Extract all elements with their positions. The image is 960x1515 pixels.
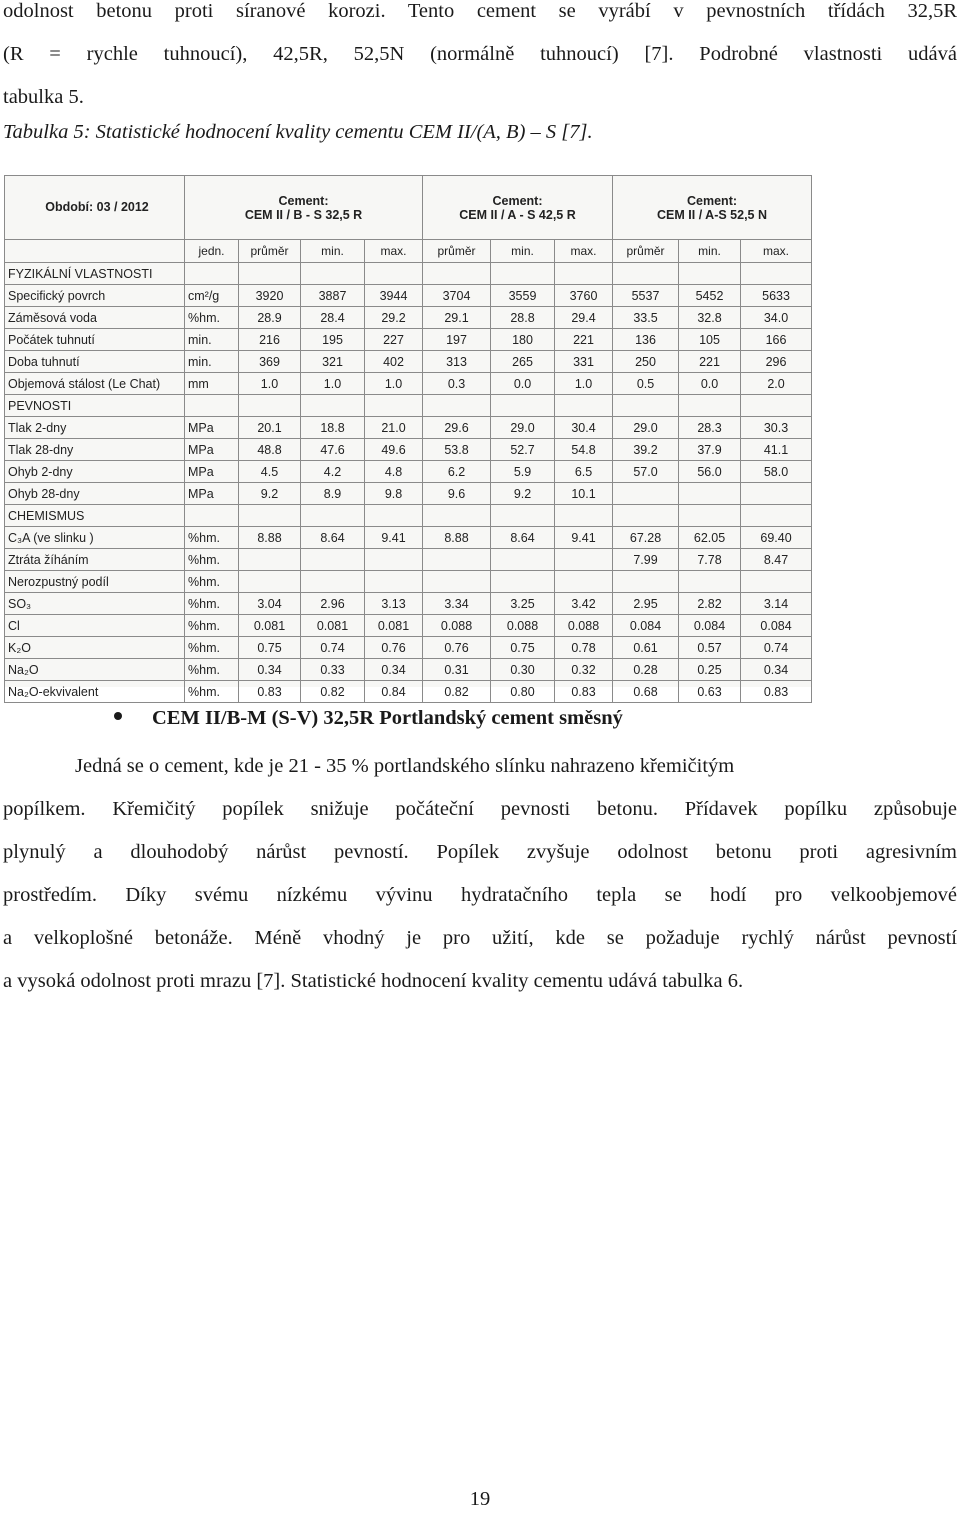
unit-cell: %hm. (185, 549, 239, 571)
unit-cell: %hm. (185, 307, 239, 329)
row-label: Ohyb 28-dny (5, 483, 185, 505)
value-cell: 0.83 (741, 681, 812, 703)
value-cell: 3.42 (555, 593, 613, 615)
unit-cell: %hm. (185, 637, 239, 659)
value-cell (741, 571, 812, 593)
empty-cell (741, 505, 812, 527)
value-cell: 313 (423, 351, 491, 373)
table-row (5, 307, 812, 329)
value-cell (301, 571, 365, 593)
value-cell: 67.28 (613, 527, 679, 549)
value-cell: 28.3 (679, 417, 741, 439)
value-cell (555, 571, 613, 593)
value-cell: 227 (365, 329, 423, 351)
empty-cell (423, 395, 491, 417)
row-label: Ztráta žíháním (5, 549, 185, 571)
value-cell: 0.68 (613, 681, 679, 703)
value-cell: 0.088 (423, 615, 491, 637)
value-cell (239, 549, 301, 571)
table-row (5, 351, 812, 373)
value-cell: 1.0 (555, 373, 613, 395)
cement-header-3 (613, 176, 812, 240)
section-heading: CEM II/B-M (S-V) 32,5R Portlandský cement směsný (152, 707, 623, 729)
value-cell: 54.8 (555, 439, 613, 461)
value-cell: 8.9 (301, 483, 365, 505)
value-cell: 0.57 (679, 637, 741, 659)
body-line: popílkem. Křemičitý popílek snižuje počáteční pevnosti betonu. Přídavek popílku způsobuje (3, 798, 957, 820)
value-cell: 48.8 (239, 439, 301, 461)
unit-cell: min. (185, 351, 239, 373)
value-cell: 1.0 (365, 373, 423, 395)
stat-header: průměr (423, 240, 491, 263)
value-cell: 21.0 (365, 417, 423, 439)
intro-line: odolnost betonu proti síranové korozi. Tento cement se vyrábí v pevnostních třídách 32,5R (3, 0, 957, 22)
value-cell: 0.32 (555, 659, 613, 681)
value-cell: 0.83 (239, 681, 301, 703)
row-label: Tlak 28-dny (5, 439, 185, 461)
value-cell: 9.8 (365, 483, 423, 505)
empty-cell (301, 263, 365, 285)
value-cell: 0.081 (365, 615, 423, 637)
value-cell: 37.9 (679, 439, 741, 461)
body-line: plynulý a dlouhodobý nárůst pevností. Popílek zvyšuje odolnost betonu proti agresivním (3, 841, 957, 863)
value-cell: 0.74 (741, 637, 812, 659)
table-caption: Tabulka 5: Statistické hodnocení kvality cementu CEM II/(A, B) – S [7]. (3, 121, 593, 143)
value-cell: 0.76 (365, 637, 423, 659)
value-cell: 0.0 (491, 373, 555, 395)
value-cell: 8.88 (423, 527, 491, 549)
empty-cell (423, 263, 491, 285)
unit-cell: MPa (185, 461, 239, 483)
value-cell: 331 (555, 351, 613, 373)
unit-cell: MPa (185, 417, 239, 439)
value-cell: 0.63 (679, 681, 741, 703)
unit-cell: %hm. (185, 615, 239, 637)
value-cell: 296 (741, 351, 812, 373)
value-cell: 3.25 (491, 593, 555, 615)
value-cell (491, 571, 555, 593)
unit-cell: MPa (185, 483, 239, 505)
value-cell: 1.0 (301, 373, 365, 395)
value-cell: 3760 (555, 285, 613, 307)
value-cell: 3920 (239, 285, 301, 307)
table-row (5, 527, 812, 549)
empty-cell (365, 263, 423, 285)
value-cell: 3559 (491, 285, 555, 307)
value-cell: 0.31 (423, 659, 491, 681)
value-cell: 0.0 (679, 373, 741, 395)
cement-name: CEM II / A - S 42,5 R (459, 207, 576, 222)
value-cell: 0.61 (613, 637, 679, 659)
value-cell: 3944 (365, 285, 423, 307)
value-cell: 9.41 (365, 527, 423, 549)
value-cell: 8.88 (239, 527, 301, 549)
value-cell: 0.3 (423, 373, 491, 395)
value-cell: 0.28 (613, 659, 679, 681)
value-cell: 1.0 (239, 373, 301, 395)
stat-header: min. (301, 240, 365, 263)
value-cell: 0.33 (301, 659, 365, 681)
value-cell: 5537 (613, 285, 679, 307)
empty-cell (365, 505, 423, 527)
unit-cell: %hm. (185, 527, 239, 549)
value-cell: 8.64 (301, 527, 365, 549)
empty-cell (555, 505, 613, 527)
empty-cell (301, 395, 365, 417)
empty-cell (491, 263, 555, 285)
cement-word: Cement: (492, 193, 543, 208)
value-cell (423, 549, 491, 571)
value-cell: 30.3 (741, 417, 812, 439)
value-cell: 2.96 (301, 593, 365, 615)
value-cell: 0.80 (491, 681, 555, 703)
value-cell: 0.76 (423, 637, 491, 659)
value-cell: 7.78 (679, 549, 741, 571)
value-cell: 29.4 (555, 307, 613, 329)
value-cell: 5633 (741, 285, 812, 307)
unit-cell: MPa (185, 439, 239, 461)
body-line: Jedná se o cement, kde je 21 - 35 % portlandského slínku nahrazeno křemičitým (75, 755, 735, 777)
value-cell: 18.8 (301, 417, 365, 439)
body-line: a velkoplošné betonáže. Méně vhodný je pro užití, kde se požaduje rychlý nárůst pevností (3, 927, 957, 949)
table-row (5, 285, 812, 307)
value-cell: 4.8 (365, 461, 423, 483)
empty-cell (613, 263, 679, 285)
cement-header-1 (185, 176, 423, 240)
value-cell: 9.6 (423, 483, 491, 505)
table-section-row (5, 395, 812, 417)
table-row (5, 681, 812, 703)
empty-cell (185, 263, 239, 285)
empty-cell (239, 395, 301, 417)
row-label: Na₂O-ekvivalent (5, 681, 185, 703)
value-cell: 8.47 (741, 549, 812, 571)
value-cell: 52.7 (491, 439, 555, 461)
empty-cell (423, 505, 491, 527)
value-cell: 9.2 (239, 483, 301, 505)
value-cell: 2.0 (741, 373, 812, 395)
unit-cell: %hm. (185, 571, 239, 593)
value-cell: 0.081 (301, 615, 365, 637)
value-cell: 29.0 (613, 417, 679, 439)
value-cell: 4.5 (239, 461, 301, 483)
empty-cell (679, 505, 741, 527)
value-cell (613, 571, 679, 593)
value-cell: 5452 (679, 285, 741, 307)
empty-cell (741, 395, 812, 417)
bullet-icon (114, 712, 122, 720)
body-paragraph (3, 745, 957, 1003)
value-cell: 3887 (301, 285, 365, 307)
unit-cell: cm²/g (185, 285, 239, 307)
value-cell (679, 571, 741, 593)
empty-cell (365, 395, 423, 417)
stat-header: průměr (239, 240, 301, 263)
table-row (5, 549, 812, 571)
value-cell: 29.0 (491, 417, 555, 439)
stat-header: max. (555, 240, 613, 263)
empty-cell (679, 263, 741, 285)
stat-header: průměr (613, 240, 679, 263)
stat-header: max. (741, 240, 812, 263)
table-section-row (5, 263, 812, 285)
value-cell: 29.6 (423, 417, 491, 439)
table-row (5, 615, 812, 637)
value-cell: 180 (491, 329, 555, 351)
table-row (5, 483, 812, 505)
value-cell: 29.1 (423, 307, 491, 329)
section-label: CHEMISMUS (5, 505, 185, 527)
empty-cell (239, 505, 301, 527)
value-cell: 28.9 (239, 307, 301, 329)
value-cell: 0.088 (555, 615, 613, 637)
value-cell: 9.41 (555, 527, 613, 549)
table-row (5, 439, 812, 461)
value-cell: 58.0 (741, 461, 812, 483)
empty-cell (613, 505, 679, 527)
value-cell: 3704 (423, 285, 491, 307)
value-cell: 3.13 (365, 593, 423, 615)
intro-line: tabulka 5. (3, 86, 84, 108)
value-cell: 69.40 (741, 527, 812, 549)
row-label: Specifický povrch (5, 285, 185, 307)
value-cell (741, 483, 812, 505)
row-label: Záměsová voda (5, 307, 185, 329)
stat-header: min. (491, 240, 555, 263)
value-cell: 0.75 (239, 637, 301, 659)
cement-word: Cement: (278, 193, 329, 208)
value-cell: 28.8 (491, 307, 555, 329)
value-cell: 28.4 (301, 307, 365, 329)
cement-name: CEM II / B - S 32,5 R (244, 207, 363, 222)
cement-header-2 (423, 176, 613, 240)
unit-cell: %hm. (185, 659, 239, 681)
value-cell: 166 (741, 329, 812, 351)
unit-cell: min. (185, 329, 239, 351)
value-cell: 32.8 (679, 307, 741, 329)
value-cell: 39.2 (613, 439, 679, 461)
body-line: prostředím. Díky svému nízkému vývinu hydratačního tepla se hodí pro velkoobjemové (3, 884, 957, 906)
value-cell: 4.2 (301, 461, 365, 483)
value-cell: 0.83 (555, 681, 613, 703)
value-cell (491, 549, 555, 571)
unit-cell: %hm. (185, 593, 239, 615)
empty-cell (301, 505, 365, 527)
empty-cell (741, 263, 812, 285)
section-label: FYZIKÁLNÍ VLASTNOSTI (5, 263, 185, 285)
value-cell: 369 (239, 351, 301, 373)
value-cell: 221 (679, 351, 741, 373)
row-label: SO₃ (5, 593, 185, 615)
row-label: K₂O (5, 637, 185, 659)
value-cell: 34.0 (741, 307, 812, 329)
value-cell: 10.1 (555, 483, 613, 505)
value-cell: 7.99 (613, 549, 679, 571)
value-cell: 0.82 (301, 681, 365, 703)
empty-cell (185, 395, 239, 417)
value-cell: 20.1 (239, 417, 301, 439)
value-cell: 216 (239, 329, 301, 351)
row-label: Na₂O (5, 659, 185, 681)
value-cell: 30.4 (555, 417, 613, 439)
value-cell: 2.82 (679, 593, 741, 615)
table-row (5, 329, 812, 351)
value-cell (301, 549, 365, 571)
value-cell: 8.64 (491, 527, 555, 549)
value-cell: 5.9 (491, 461, 555, 483)
period-label: Období: (45, 200, 94, 214)
stat-header: min. (679, 240, 741, 263)
row-label: Doba tuhnutí (5, 351, 185, 373)
value-cell: 0.30 (491, 659, 555, 681)
value-cell: 0.74 (301, 637, 365, 659)
value-cell (365, 571, 423, 593)
empty-cell (185, 505, 239, 527)
value-cell (239, 571, 301, 593)
value-cell: 2.95 (613, 593, 679, 615)
table-row (5, 461, 812, 483)
value-cell: 9.2 (491, 483, 555, 505)
value-cell: 0.82 (423, 681, 491, 703)
intro-line: (R = rychle tuhnoucí), 42,5R, 52,5N (normálně tuhnoucí) [7]. Podrobné vlastnosti udává (3, 43, 957, 65)
value-cell (679, 483, 741, 505)
empty-cell (555, 263, 613, 285)
period-cell (5, 176, 185, 240)
empty-cell (679, 395, 741, 417)
value-cell (613, 483, 679, 505)
value-cell: 0.34 (365, 659, 423, 681)
value-cell: 6.5 (555, 461, 613, 483)
empty-cell (239, 263, 301, 285)
row-label: Nerozpustný podíl (5, 571, 185, 593)
table-row (5, 659, 812, 681)
body-line: a vysoká odolnost proti mrazu [7]. Statistické hodnocení kvality cementu udává tabulka 6. (3, 970, 744, 992)
value-cell: 33.5 (613, 307, 679, 329)
value-cell: 6.2 (423, 461, 491, 483)
row-label: Počátek tuhnutí (5, 329, 185, 351)
value-cell: 41.1 (741, 439, 812, 461)
value-cell: 0.5 (613, 373, 679, 395)
value-cell: 221 (555, 329, 613, 351)
empty-cell (491, 395, 555, 417)
row-label: C₃A (ve slinku ) (5, 527, 185, 549)
value-cell: 0.081 (239, 615, 301, 637)
empty-cell (555, 395, 613, 417)
empty-header-cell (5, 240, 185, 263)
value-cell: 53.8 (423, 439, 491, 461)
section-label: PEVNOSTI (5, 395, 185, 417)
table-row (5, 373, 812, 395)
scanned-table (4, 175, 811, 699)
value-cell: 0.34 (239, 659, 301, 681)
value-cell: 0.78 (555, 637, 613, 659)
value-cell: 47.6 (301, 439, 365, 461)
value-cell: 0.084 (679, 615, 741, 637)
value-cell: 250 (613, 351, 679, 373)
value-cell (365, 549, 423, 571)
empty-cell (613, 395, 679, 417)
unit-header: jedn. (185, 240, 239, 263)
quality-table (4, 175, 812, 703)
value-cell (423, 571, 491, 593)
row-label: Ohyb 2-dny (5, 461, 185, 483)
value-cell: 136 (613, 329, 679, 351)
value-cell: 62.05 (679, 527, 741, 549)
value-cell: 0.34 (741, 659, 812, 681)
cement-name: CEM II / A-S 52,5 N (657, 207, 768, 222)
cement-word: Cement: (687, 193, 738, 208)
row-label: Cl (5, 615, 185, 637)
table-row (5, 593, 812, 615)
row-label: Objemová stálost (Le Chat) (5, 373, 185, 395)
table-row (5, 637, 812, 659)
value-cell: 0.084 (613, 615, 679, 637)
value-cell: 0.088 (491, 615, 555, 637)
value-cell (555, 549, 613, 571)
unit-cell: %hm. (185, 681, 239, 703)
stat-header: max. (365, 240, 423, 263)
value-cell: 3.34 (423, 593, 491, 615)
table-section-row (5, 505, 812, 527)
row-label: Tlak 2-dny (5, 417, 185, 439)
value-cell: 56.0 (679, 461, 741, 483)
value-cell: 265 (491, 351, 555, 373)
value-cell: 3.04 (239, 593, 301, 615)
value-cell: 0.084 (741, 615, 812, 637)
empty-cell (491, 505, 555, 527)
table-row (5, 571, 812, 593)
value-cell: 195 (301, 329, 365, 351)
value-cell: 402 (365, 351, 423, 373)
value-cell: 197 (423, 329, 491, 351)
value-cell: 49.6 (365, 439, 423, 461)
value-cell: 321 (301, 351, 365, 373)
value-cell: 0.84 (365, 681, 423, 703)
value-cell: 57.0 (613, 461, 679, 483)
unit-cell: mm (185, 373, 239, 395)
value-cell: 3.14 (741, 593, 812, 615)
value-cell: 29.2 (365, 307, 423, 329)
value-cell: 105 (679, 329, 741, 351)
page-number: 19 (469, 1488, 491, 1510)
value-cell: 0.75 (491, 637, 555, 659)
value-cell: 0.25 (679, 659, 741, 681)
table-row (5, 417, 812, 439)
period-value: 03 / 2012 (96, 200, 149, 214)
intro-paragraph (3, 0, 957, 119)
